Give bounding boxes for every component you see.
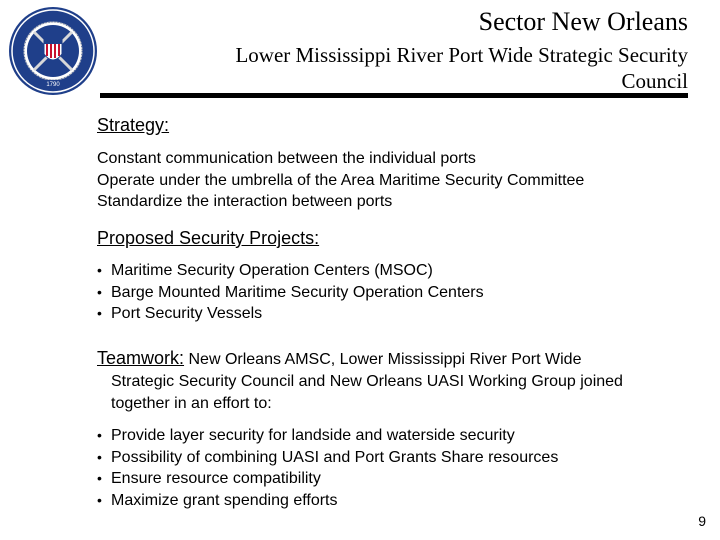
bullet-icon: • <box>97 491 102 508</box>
list-item: • Maximize grant spending efforts <box>97 490 558 512</box>
list-item: • Barge Mounted Maritime Security Operation Centers <box>97 282 484 304</box>
list-item: • Ensure resource compatibility <box>97 468 558 490</box>
strategy-heading: Strategy: <box>97 115 170 135</box>
teamwork-text-first: New Orleans AMSC, Lower Mississippi River Port Wide <box>188 351 582 368</box>
slide-title: Sector New Orleans <box>478 7 688 36</box>
teamwork-list <box>97 425 558 511</box>
title-divider <box>100 93 688 98</box>
bullet-icon: • <box>97 305 102 321</box>
strategy-lines <box>97 148 584 213</box>
projects-heading: Proposed Security Projects: <box>97 228 320 248</box>
page-number: 9 <box>698 513 706 529</box>
projects-list <box>97 260 484 325</box>
teamwork-paragraph <box>97 348 677 371</box>
coast-guard-seal-icon <box>8 6 98 96</box>
bullet-icon: • <box>97 283 102 300</box>
strategy-line: Operate under the umbrella of the Area Maritime Security Committee <box>97 171 585 189</box>
seal-year: 1790 <box>46 82 60 88</box>
teamwork-heading: Teamwork: <box>97 348 185 368</box>
strategy-line: Standardize the interaction between ports <box>97 193 393 210</box>
list-item: • Possibility of combining UASI and Port Grants Share resources <box>97 447 558 469</box>
bullet-icon: • <box>97 427 102 443</box>
list-item: • Provide layer security for landside and waterside security <box>97 425 558 447</box>
slide-subtitle: Lower Mississippi River Port Wide Strategic Security Council <box>235 43 688 93</box>
bullet-icon: • <box>97 470 102 486</box>
list-item: • Port Security Vessels <box>97 303 484 325</box>
strategy-line: Constant communication between the individual ports <box>97 150 476 167</box>
bullet-icon: • <box>97 448 102 465</box>
list-item: • Maritime Security Operation Centers (MSOC) <box>97 260 484 282</box>
bullet-icon: • <box>97 262 102 278</box>
teamwork-text-rest: Strategic Security Council and New Orleans UASI Working Group joined together in an effort to: <box>111 373 623 412</box>
